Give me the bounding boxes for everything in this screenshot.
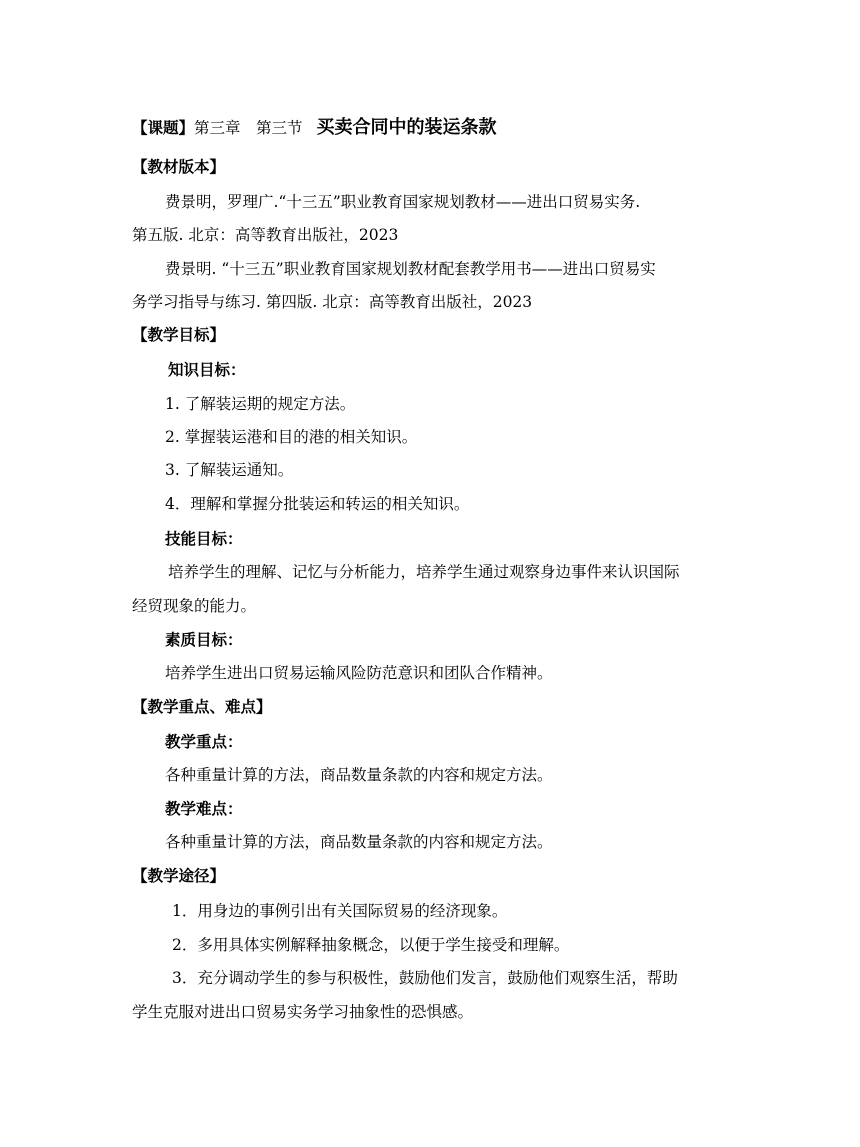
knowledge-item: 4．理解和掌握分批装运和转运的相关知识。 (165, 495, 470, 513)
textbook-ref1-line2: 第五版. 北京：高等教育出版社，2023 (132, 226, 399, 244)
knowledge-item: 3. 了解装运通知。 (165, 461, 294, 479)
knowledge-item: 1. 了解装运期的规定方法。 (165, 395, 356, 413)
lesson-title-line (132, 118, 497, 138)
skill-line2: 经贸现象的能力。 (132, 597, 257, 615)
textbook-ref2-line2: 务学习指导与练习. 第四版. 北京：高等教育出版社，2023 (132, 293, 533, 311)
textbook-heading: 【教材版本】 (132, 157, 226, 176)
quality-heading: 素质目标： (165, 630, 243, 649)
quality-text: 培养学生进出口贸易运输风险防范意识和团队合作精神。 (165, 664, 553, 682)
lesson-title: 买卖合同中的装运条款 (316, 117, 497, 138)
knowledge-item: 2. 掌握装运港和目的港的相关知识。 (165, 428, 418, 446)
textbook-ref2-line1: 费景明. “十三五”职业教育国家规划教材配套教学用书——进出口贸易实 (165, 260, 656, 278)
approach-item3-line1: 3．充分调动学生的参与积极性，鼓励他们发言，鼓励他们观察生活，帮助 (172, 969, 678, 987)
objectives-heading: 【教学目标】 (132, 325, 226, 344)
skill-heading: 技能目标： (165, 529, 243, 548)
knowledge-heading: 知识目标： (168, 360, 246, 379)
approach-item1: 1．用身边的事例引出有关国际贸易的经济现象。 (172, 902, 508, 920)
focus-text: 各种重量计算的方法，商品数量条款的内容和规定方法。 (165, 766, 553, 784)
approach-item2: 2．多用具体实例解释抽象概念，以便于学生接受和理解。 (172, 936, 570, 954)
textbook-ref1-line1: 费景明，罗理广.“十三五”职业教育国家规划教材——进出口贸易实务. (165, 193, 641, 211)
lesson-chapter: 第三章 第三节 (194, 119, 303, 137)
skill-line1: 培养学生的理解、记忆与分析能力，培养学生通过观察身边事件来认识国际 (168, 563, 680, 581)
approach-item3-line2: 学生克服对进出口贸易实务学习抽象性的恐惧感。 (132, 1003, 474, 1021)
lesson-label: 【课题】 (132, 118, 195, 137)
approach-heading: 【教学途径】 (132, 866, 226, 885)
difficulty-heading: 教学难点： (165, 799, 243, 818)
difficulty-text: 各种重量计算的方法，商品数量条款的内容和规定方法。 (165, 833, 553, 851)
focus-heading: 教学重点： (165, 732, 243, 751)
key-points-heading: 【教学重点、难点】 (132, 697, 272, 716)
